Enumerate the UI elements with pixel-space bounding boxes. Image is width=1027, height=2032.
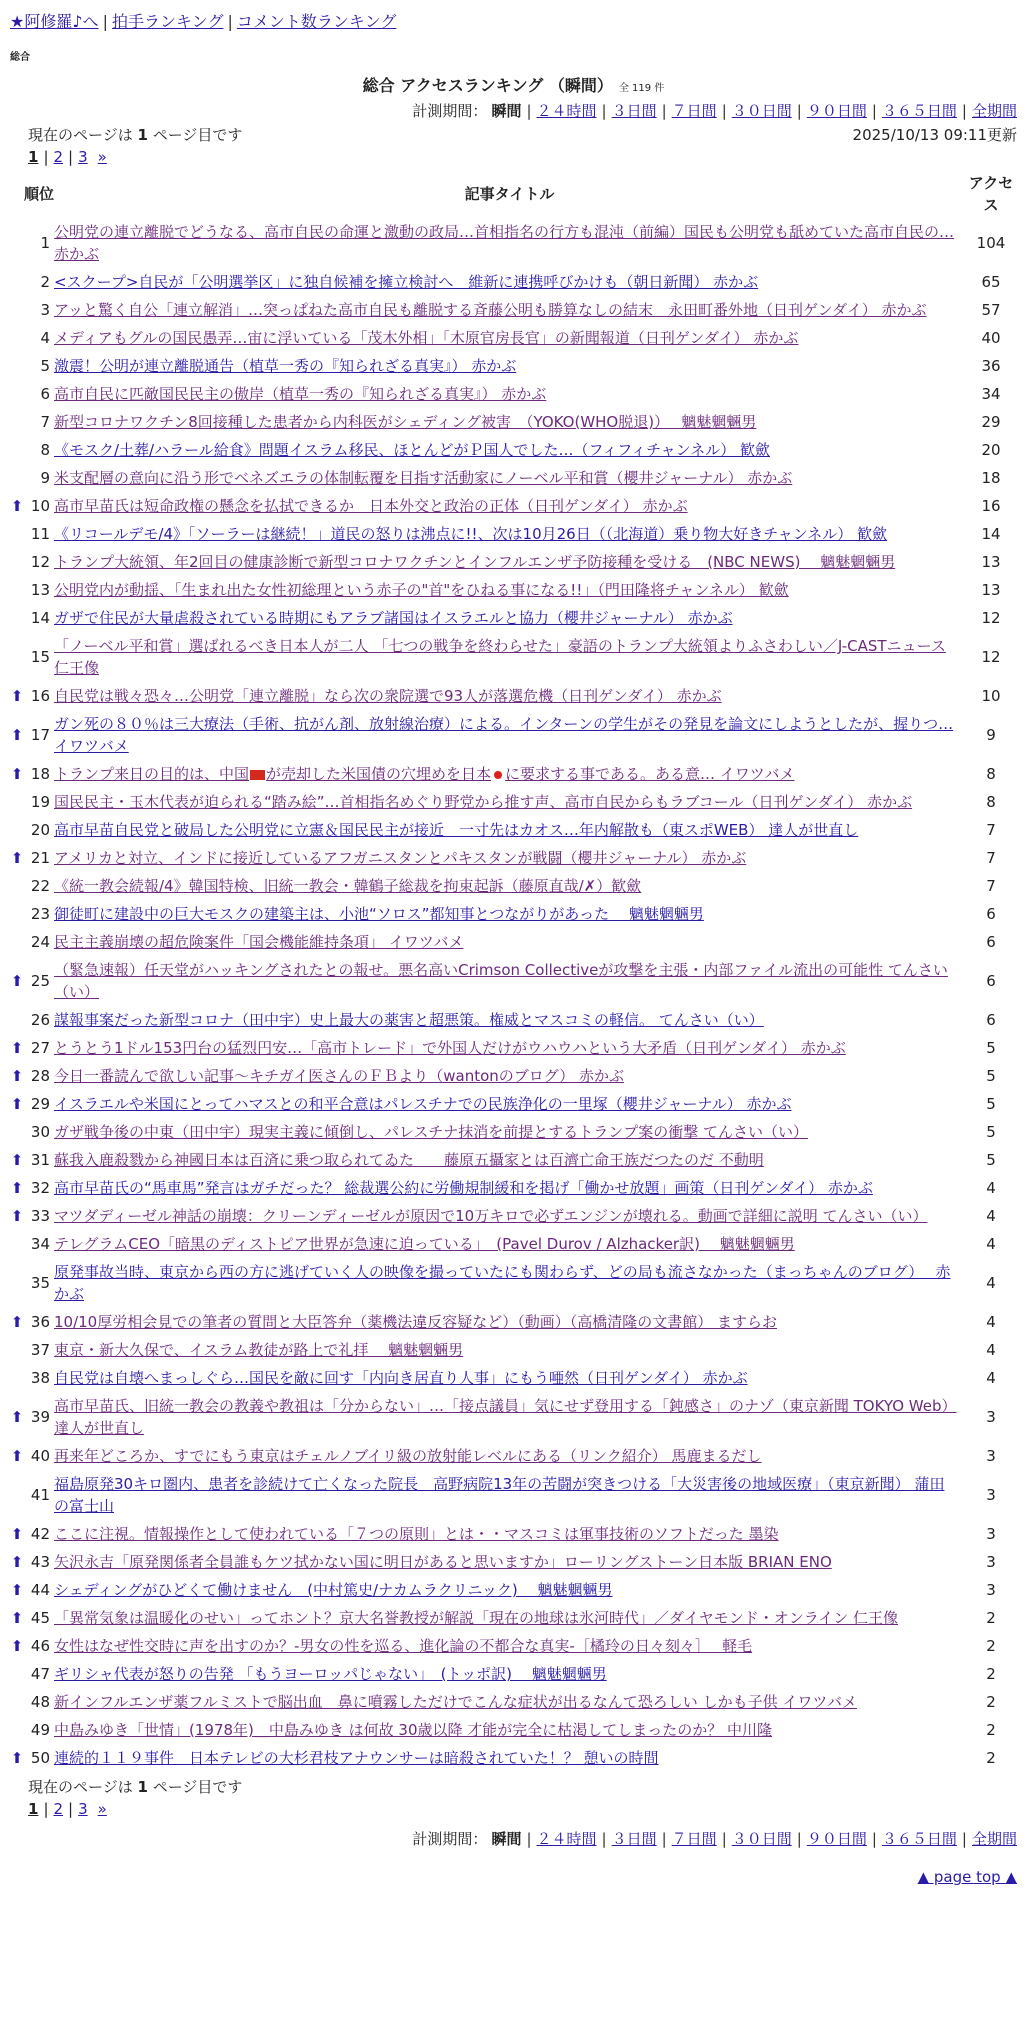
rank-number: 38 bbox=[30, 1369, 50, 1387]
access-count: 4 bbox=[986, 1341, 996, 1359]
table-row bbox=[10, 1146, 1017, 1174]
article-title-link[interactable]: 自民党は戦々恐々…公明党「連立離脱」なら次の衆院選で93人が落選危機（日刊ゲンダイ） 赤かぶ bbox=[54, 687, 722, 705]
applause-ranking-link[interactable]: 拍手ランキング bbox=[111, 12, 224, 31]
rank-number: 49 bbox=[30, 1721, 50, 1739]
rank-up-arrow-icon: ⬆ bbox=[10, 497, 24, 515]
table-row bbox=[10, 324, 1017, 352]
access-count: 12 bbox=[981, 609, 1001, 627]
article-title-link[interactable]: 激震！公明が連立離脱通告（植草一秀の『知られざる真実』） 赤かぶ bbox=[54, 357, 517, 375]
table-row bbox=[10, 900, 1017, 928]
rank-number: 15 bbox=[30, 648, 50, 666]
table-header bbox=[10, 170, 1017, 218]
period-90d-link-bottom[interactable]: ９０日間 bbox=[806, 1830, 867, 1848]
table-row bbox=[10, 268, 1017, 296]
article-title-link[interactable]: 御徒町に建設中の巨大モスクの建築主は、小池“ソロス”都知事とつながりがあった 魑魅魍魎男 bbox=[54, 905, 704, 923]
rank-number: 50 bbox=[30, 1749, 50, 1767]
rank-number: 27 bbox=[30, 1039, 50, 1057]
rank-up-arrow-icon: ⬆ bbox=[10, 1637, 24, 1655]
page-top-link[interactable]: ▲ page top ▲ bbox=[917, 1868, 1017, 1886]
rank-up-arrow-icon: ⬆ bbox=[10, 1447, 24, 1465]
table-row bbox=[10, 576, 1017, 604]
table-row bbox=[10, 1688, 1017, 1716]
rank-up-arrow-icon: ⬆ bbox=[10, 687, 24, 705]
access-count: 3 bbox=[986, 1408, 996, 1426]
table-row bbox=[10, 464, 1017, 492]
rank-number: 6 bbox=[40, 385, 50, 403]
article-title-link[interactable]: 民主主義崩壊の超危険案件「国会機能維持条項」 イワツバメ bbox=[54, 933, 464, 951]
access-count: 2 bbox=[986, 1721, 996, 1739]
access-count: 13 bbox=[981, 553, 1001, 571]
access-count: 4 bbox=[986, 1179, 996, 1197]
table-row bbox=[10, 710, 1017, 760]
rank-up-arrow-icon: ⬆ bbox=[10, 1151, 24, 1169]
rank-number: 32 bbox=[30, 1179, 50, 1197]
article-title-link[interactable]: 謀報事案だった新型コロナ（田中宇）史上最大の薬害と超悪策。権威とマスコミの軽信。 てんさい（い） bbox=[54, 1011, 764, 1029]
rank-number: 9 bbox=[40, 469, 50, 487]
rank-number: 11 bbox=[30, 525, 50, 543]
rank-up-arrow-icon: ⬆ bbox=[10, 1207, 24, 1225]
period-90d-link[interactable]: ９０日間 bbox=[806, 102, 867, 120]
table-row bbox=[10, 548, 1017, 576]
access-count: 3 bbox=[986, 1525, 996, 1543]
article-title-link[interactable]: 蘇我入鹿殺戮から神國日本は百済に乗つ取られてゐた 藤原五攝家とは百濟亡命王族だつたのだ 不動明 bbox=[54, 1151, 764, 1169]
period-24h-link[interactable]: ２４時間 bbox=[536, 102, 597, 120]
access-count: 9 bbox=[986, 726, 996, 744]
rank-up-arrow-icon: ⬆ bbox=[10, 1749, 24, 1767]
access-count: 2 bbox=[986, 1749, 996, 1767]
rank-number: 47 bbox=[30, 1665, 50, 1683]
rank-up-arrow-icon: ⬆ bbox=[10, 1039, 24, 1057]
table-row bbox=[10, 1744, 1017, 1772]
rank-number: 4 bbox=[40, 329, 50, 347]
article-title-link[interactable]: イスラエルや米国にとってハマスとの和平合意はパレスチナでの民族浄化の一里塚（櫻井ジャーナル） 赤かぶ bbox=[54, 1095, 792, 1113]
rank-number: 17 bbox=[30, 726, 50, 744]
article-title-link[interactable]: メディアもグルの国民愚弄…宙に浮いている「茂木外相」「木原官房長官」の新聞報道（日刊ゲンダイ） 赤かぶ bbox=[54, 329, 799, 347]
table-row bbox=[10, 1632, 1017, 1660]
article-title-link[interactable]: 10/10厚労相会見での筆者の質問と大臣答弁（薬機法違反容疑など）（動画）（高橋清隆の文書館） ますらお bbox=[54, 1313, 778, 1331]
title-header: 記事タイトル bbox=[464, 185, 555, 203]
rank-number: 44 bbox=[30, 1581, 50, 1599]
rank-number: 8 bbox=[40, 441, 50, 459]
rank-up-arrow-icon: ⬆ bbox=[10, 1553, 24, 1571]
rank-number: 29 bbox=[30, 1095, 50, 1113]
rank-header: 順位 bbox=[24, 185, 55, 203]
rank-number: 22 bbox=[30, 877, 50, 895]
comment-ranking-link[interactable]: コメント数ランキング bbox=[236, 12, 397, 31]
table-row bbox=[10, 1364, 1017, 1392]
article-title-link[interactable]: ここに注視。情報操作として使われている「７つの原則」とは・・マスコミは軍事技術のソフトだった 墨染 bbox=[54, 1525, 779, 1543]
table-row bbox=[10, 1576, 1017, 1604]
article-title-link[interactable]: 自民党は自壊へまっしぐら…国民を敵に回す「内向き居直り人事」にもう唖然（日刊ゲンダイ） 赤かぶ bbox=[54, 1369, 748, 1387]
table-row bbox=[10, 1062, 1017, 1090]
table-row bbox=[10, 1258, 1017, 1308]
access-count: 12 bbox=[981, 648, 1001, 666]
table-row bbox=[10, 788, 1017, 816]
table-row bbox=[10, 844, 1017, 872]
rank-number: 10 bbox=[30, 497, 50, 515]
rank-number: 42 bbox=[30, 1525, 50, 1543]
rank-number: 46 bbox=[30, 1637, 50, 1655]
article-title-link[interactable]: とうとう1ドル153円台の猛烈円安…「高市トレード」で外国人だけがウハウハという大矛盾（日刊ゲンダイ） 赤かぶ bbox=[54, 1039, 846, 1057]
pager-next[interactable]: » bbox=[97, 148, 107, 166]
access-count: 5 bbox=[986, 1067, 996, 1085]
period-selector-bottom: 計測期間： 瞬間 | ２４時間 | ３日間 | ７日間 | ３０日間 | ９０日間 | ３６５日間 | 全期間 bbox=[412, 1830, 1017, 1848]
rank-up-arrow-icon: ⬆ bbox=[10, 1095, 24, 1113]
top-links: ★阿修羅♪へ | 拍手ランキング | コメント数ランキング bbox=[10, 12, 397, 31]
rank-number: 31 bbox=[30, 1151, 50, 1169]
article-title-link[interactable]: ガン死の８０％は三大療法（手術、抗がん剤、放射線治療）による。インターンの学生がその発見を論文にしようとしたが、握りつ… イワツバメ bbox=[54, 715, 954, 755]
access-count: 29 bbox=[981, 413, 1001, 431]
pager-page-1-bottom: 1 bbox=[28, 1800, 39, 1818]
pager-page-2[interactable]: 2 bbox=[53, 148, 64, 166]
access-count: 13 bbox=[981, 581, 1001, 599]
article-title-link[interactable]: 新インフルエンザ薬フルミストで脳出血 鼻に噴霧しただけでこんな症状が出るなんて恐ろしい しかも子供 イワツバメ bbox=[54, 1693, 858, 1711]
table-row bbox=[10, 1174, 1017, 1202]
access-count: 6 bbox=[986, 905, 996, 923]
access-count: 7 bbox=[986, 821, 996, 839]
access-count: 2 bbox=[986, 1665, 996, 1683]
article-title-link[interactable]: 《統一教会続報/4》韓国特検、旧統一教会・韓鶴子総裁を拘束起訴（藤原直哉/✗）歓歛 bbox=[54, 877, 642, 895]
pager-page-3[interactable]: 3 bbox=[78, 148, 88, 166]
access-count: 40 bbox=[981, 329, 1001, 347]
pager-bottom: 1 | 2 | 3 » bbox=[28, 1800, 107, 1818]
rank-number: 20 bbox=[30, 821, 50, 839]
rank-number: 1 bbox=[40, 234, 50, 252]
access-count: 4 bbox=[986, 1207, 996, 1225]
article-title-link[interactable]: 「異常気象は温暖化のせい」ってホント？京大名誉教授が解説「現在の地球は氷河時代」／ダイヤモンド・オンライン 仁王像 bbox=[54, 1609, 899, 1627]
article-title-link[interactable]: 原発事故当時、東京から西の方に逃げていく人の映像を撮っていたにも関わらず、どの局も流さなかった（まっちゃんのブログ） 赤かぶ bbox=[54, 1263, 951, 1303]
table-row bbox=[10, 632, 1017, 682]
rank-number: 19 bbox=[30, 793, 50, 811]
rank-number: 23 bbox=[30, 905, 50, 923]
table-row bbox=[10, 520, 1017, 548]
article-title-link[interactable]: テレグラムCEO「暗黒のディストピア世界が急速に迫っている」 (Pavel Durov / Alzhacker訳) 魑魅魍魎男 bbox=[54, 1235, 795, 1253]
period-all-link[interactable]: 全期間 bbox=[971, 102, 1017, 120]
table-row bbox=[10, 1336, 1017, 1364]
table-row bbox=[10, 872, 1017, 900]
rank-number: 43 bbox=[30, 1553, 50, 1571]
access-header: アクセス bbox=[968, 174, 1014, 214]
pager-top: 1 | 2 | 3 » bbox=[28, 148, 107, 166]
article-title-link[interactable]: ガザ戦争後の中東（田中宇）現実主義に傾倒し、パレスチナ抹消を前提とするトランプ案の衝撃 てんさい（い） bbox=[54, 1123, 809, 1141]
japan-flag-icon bbox=[494, 771, 502, 779]
table-row bbox=[10, 1090, 1017, 1118]
rank-up-arrow-icon: ⬆ bbox=[10, 972, 24, 990]
rank-number: 36 bbox=[30, 1313, 50, 1331]
table-row bbox=[10, 1520, 1017, 1548]
rank-number: 21 bbox=[30, 849, 50, 867]
access-count: 6 bbox=[986, 933, 996, 951]
updated-time: 2025/10/13 09:11更新 bbox=[852, 126, 1017, 144]
article-title-link[interactable]: 高市早苗自民党と破局した公明党に立憲＆国民民主が接近 一寸先はカオス…年内解散も（東スポWEB） 達人が世直し bbox=[54, 821, 859, 839]
period-7d-link[interactable]: ７日間 bbox=[671, 102, 717, 120]
access-count: 4 bbox=[986, 1313, 996, 1331]
rank-number: 13 bbox=[30, 581, 50, 599]
article-title-link[interactable]: 《リコールデモ/4》「ソーラーは継続！」道民の怒りは沸点に!!、次は10月26日（（北海道）乗り物大好きチャンネル） 歓歛 bbox=[54, 525, 888, 543]
period-label: 計測期間： bbox=[412, 102, 488, 120]
rank-up-arrow-icon: ⬆ bbox=[10, 765, 24, 783]
table-row bbox=[10, 1230, 1017, 1258]
table-row bbox=[10, 760, 1017, 788]
access-count: 2 bbox=[986, 1693, 996, 1711]
asyura-home-link[interactable]: ★阿修羅♪へ bbox=[10, 12, 99, 31]
rank-number: 35 bbox=[30, 1274, 50, 1292]
article-title-link[interactable]: 高市早苗氏は短命政権の懸念を払拭できるか 日本外交と政治の正体（日刊ゲンダイ） 赤かぶ bbox=[54, 497, 688, 515]
table-row bbox=[10, 1660, 1017, 1688]
pager-page-1: 1 bbox=[28, 148, 39, 166]
access-count: 6 bbox=[986, 972, 996, 990]
table-row bbox=[10, 1470, 1017, 1520]
article-title-link[interactable]: 新型コロナワクチン8回接種した患者から内科医がシェディング被害 （YOKO(WHO脱退)） 魑魅魍魎男 bbox=[54, 413, 757, 431]
total-count: 全 119 件 bbox=[618, 83, 665, 94]
rank-up-arrow-icon: ⬆ bbox=[10, 849, 24, 867]
article-title-link[interactable]: 米支配層の意向に沿う形でベネズエラの体制転覆を目指す活動家にノーベル平和賞（櫻井ジャーナル） 赤かぶ bbox=[54, 469, 793, 487]
ranking-table bbox=[10, 170, 1017, 1772]
access-count: 10 bbox=[981, 687, 1001, 705]
article-title-link[interactable]: 再来年どころか、すでにもう東京はチェルノブイリ級の放射能レベルにある（リンク紹介） 馬鹿まるだし bbox=[54, 1447, 762, 1465]
period-24h-link-bottom[interactable]: ２４時間 bbox=[536, 1830, 597, 1848]
article-title-link[interactable]: 高市早苗氏、旧統一教会の教義や教祖は「分からない」…「接点議員」気にせず登用する「鈍感さ」のナゾ（東京新聞 TOKYO Web） 達人が世直し bbox=[54, 1397, 957, 1437]
rank-number: 18 bbox=[30, 765, 50, 783]
current-page-info: 現在のページは 1 ページ目です bbox=[28, 126, 243, 144]
rank-number: 2 bbox=[40, 273, 50, 291]
article-title-link[interactable]: （緊急速報）任天堂がハッキングされたとの報せ。悪名高いCrimson Collectiveが攻撃を主張・内部ファイル流出の可能性 てんさい（い） bbox=[54, 961, 948, 1001]
article-title-link[interactable]: 中島みゆき「世情」(1978年)＿中島みゆき は何故 30歳以降 才能が完全に枯渇してしまったのか？ 中川隆 bbox=[54, 1721, 773, 1739]
table-row bbox=[10, 682, 1017, 710]
access-count: 16 bbox=[981, 497, 1001, 515]
period-30d-link-bottom[interactable]: ３０日間 bbox=[731, 1830, 792, 1848]
rank-up-arrow-icon: ⬆ bbox=[10, 1179, 24, 1197]
access-count: 2 bbox=[986, 1609, 996, 1627]
rank-number: 26 bbox=[30, 1011, 50, 1029]
article-title-link[interactable]: 今日一番読んで欲しい記事〜キチガイ医さんのＦＢより（wantonのブログ） 赤かぶ bbox=[54, 1067, 625, 1085]
article-title-link[interactable]: 公明党内が動揺、「生まれ出た女性初総理という赤子の"首"をひねる事になる!!」（門田隆将チャンネル） 歓歛 bbox=[54, 581, 789, 599]
table-row bbox=[10, 816, 1017, 844]
access-count: 4 bbox=[986, 1274, 996, 1292]
rank-up-arrow-icon: ⬆ bbox=[10, 1525, 24, 1543]
rank-number: 24 bbox=[30, 933, 50, 951]
rank-up-arrow-icon: ⬆ bbox=[10, 1609, 24, 1627]
rank-up-arrow-icon: ⬆ bbox=[10, 1408, 24, 1426]
china-flag-icon bbox=[250, 770, 265, 780]
article-title-link[interactable]: 東京・新大久保で、イスラム教徒が路上で礼拝 魑魅魍魎男 bbox=[54, 1341, 464, 1359]
table-row bbox=[10, 352, 1017, 380]
article-title-link[interactable]: マツダディーゼル神話の崩壊：クリーンディーゼルが原因で10万キロで必ずエンジンが壊れる。動画で詳細に説明 てんさい（い） bbox=[54, 1207, 928, 1225]
rank-number: 34 bbox=[30, 1235, 50, 1253]
info-bar-bottom bbox=[28, 1776, 1017, 1798]
article-title-link[interactable]: ガザで住民が大量虐殺されている時期にもアラブ諸国はイスラエルと協力（櫻井ジャーナル） 赤かぶ bbox=[54, 609, 733, 627]
access-count: 7 bbox=[986, 877, 996, 895]
article-title-link[interactable]: トランプ大統領、年2回目の健康診断で新型コロナワクチンとインフルエンザ予防接種を受ける (NBC NEWS) 魑魅魍魎男 bbox=[54, 553, 896, 571]
period-3d-link-bottom[interactable]: ３日間 bbox=[611, 1830, 657, 1848]
article-title-link[interactable]: 福島原発30キロ圏内、患者を診続けて亡くなった院長 高野病院13年の苦闘が突きつける「大災害後の地域医療」（東京新聞） 蒲田の富士山 bbox=[54, 1475, 945, 1515]
rank-number: 33 bbox=[30, 1207, 50, 1225]
table-row bbox=[10, 408, 1017, 436]
info-bar bbox=[28, 124, 1017, 146]
access-count: 3 bbox=[986, 1553, 996, 1571]
access-count: 3 bbox=[986, 1447, 996, 1465]
article-title-link[interactable]: 《モスク/土葬/ハラール給食》問題イスラム移民、ほとんどがＰ国人でした…（フィフィチャンネル） 歓歛 bbox=[54, 441, 770, 459]
table-row bbox=[10, 1118, 1017, 1146]
period-3d-link[interactable]: ３日間 bbox=[611, 102, 657, 120]
access-count: 36 bbox=[981, 357, 1001, 375]
rank-up-arrow-icon: ⬆ bbox=[10, 1313, 24, 1331]
rank-number: 40 bbox=[30, 1447, 50, 1465]
rank-number: 30 bbox=[30, 1123, 50, 1141]
article-title-link[interactable]: アッと驚く自公「連立解消」…突っぱねた高市自民も離脱する斉藤公明も勝算なしの結末 永田町番外地（日刊ゲンダイ） 赤かぶ bbox=[54, 301, 927, 319]
rank-number: 14 bbox=[30, 609, 50, 627]
access-count: 3 bbox=[986, 1486, 996, 1504]
rank-up-arrow-icon: ⬆ bbox=[10, 726, 24, 744]
rank-number: 3 bbox=[40, 301, 50, 319]
period-365d-link[interactable]: ３６５日間 bbox=[881, 102, 957, 120]
table-row bbox=[10, 218, 1017, 268]
access-count: 4 bbox=[986, 1235, 996, 1253]
rank-number: 37 bbox=[30, 1341, 50, 1359]
article-title-link[interactable]: 連続的１１９事件 日本テレビの大杉君枝アナウンサーは暗殺されていた！？ 憩いの時間 bbox=[54, 1749, 659, 1767]
period-all-link-bottom[interactable]: 全期間 bbox=[971, 1830, 1017, 1848]
rank-up-arrow-icon: ⬆ bbox=[10, 1581, 24, 1599]
access-count: 20 bbox=[981, 441, 1001, 459]
access-count: 14 bbox=[981, 525, 1001, 543]
access-count: 3 bbox=[986, 1581, 996, 1599]
access-count: 5 bbox=[986, 1123, 996, 1141]
rank-number: 5 bbox=[40, 357, 50, 375]
period-current: 瞬間 bbox=[491, 102, 522, 120]
rank-number: 12 bbox=[30, 553, 50, 571]
table-row bbox=[10, 1442, 1017, 1470]
access-count: 65 bbox=[981, 273, 1001, 291]
access-count: 2 bbox=[986, 1637, 996, 1655]
genre-label: 総合 bbox=[10, 52, 30, 63]
rank-number: 39 bbox=[30, 1408, 50, 1426]
access-count: 5 bbox=[986, 1095, 996, 1113]
pager-page-3-bottom[interactable]: 3 bbox=[78, 1800, 88, 1818]
article-title-link[interactable]: 女性はなぜ性交時に声を出すのか？-男女の性を巡る、進化論の不都合な真実-［橘玲の日々刻々］ 軽毛 bbox=[54, 1637, 753, 1655]
access-count: 8 bbox=[986, 793, 996, 811]
rank-number: 7 bbox=[40, 413, 50, 431]
table-row bbox=[10, 1716, 1017, 1744]
article-title-link[interactable]: 公明党の連立離脱でどうなる、高市自民の命運と激動の政局…首相指名の行方も混沌（前編）国民も公明党も舐めていた高市自民の… 赤かぶ bbox=[54, 223, 955, 263]
access-count: 18 bbox=[981, 469, 1001, 487]
table-row bbox=[10, 928, 1017, 956]
pager-next-bottom[interactable]: » bbox=[97, 1800, 107, 1818]
table-row bbox=[10, 1308, 1017, 1336]
article-title-link[interactable]: ギリシャ代表が怒りの告発 「もうヨーロッパじゃない」 (トッポ訳) 魑魅魍魎男 bbox=[54, 1665, 607, 1683]
article-title-link[interactable]: 「ノーベル平和賞」選ばれるべき日本人が二人 「七つの戦争を終わらせた」豪語のトランプ大統領よりふさわしい／J-CASTニュース 仁王像 bbox=[54, 637, 946, 677]
access-count: 104 bbox=[976, 234, 1006, 252]
access-count: 8 bbox=[986, 765, 996, 783]
access-count: 34 bbox=[981, 385, 1001, 403]
period-365d-link-bottom[interactable]: ３６５日間 bbox=[881, 1830, 957, 1848]
access-count: 6 bbox=[986, 1011, 996, 1029]
page-title bbox=[10, 73, 1017, 96]
access-count: 5 bbox=[986, 1151, 996, 1169]
table-row bbox=[10, 436, 1017, 464]
table-row bbox=[10, 1034, 1017, 1062]
table-row bbox=[10, 1548, 1017, 1576]
table-row bbox=[10, 1604, 1017, 1632]
table-row bbox=[10, 956, 1017, 1006]
rank-up-arrow-icon: ⬆ bbox=[10, 1067, 24, 1085]
rank-number: 48 bbox=[30, 1693, 50, 1711]
rank-number: 25 bbox=[30, 972, 50, 990]
access-count: 5 bbox=[986, 1039, 996, 1057]
rank-number: 45 bbox=[30, 1609, 50, 1627]
article-title-link[interactable]: 矢沢永吉「原発関係者全員誰もケツ拭かない国に明日があると思いますか」ローリングストーン日本版 BRIAN ENO bbox=[54, 1553, 832, 1571]
current-page-info-bottom: 現在のページは 1 ページ目です bbox=[28, 1778, 243, 1796]
table-row bbox=[10, 296, 1017, 324]
table-row bbox=[10, 1006, 1017, 1034]
rank-number: 41 bbox=[30, 1486, 50, 1504]
rank-number: 16 bbox=[30, 687, 50, 705]
page-title-text: 総合 アクセスランキング （瞬間） bbox=[362, 76, 613, 95]
access-count: 4 bbox=[986, 1369, 996, 1387]
article-title-link[interactable]: <スクープ>自民が「公明選挙区」に独自候補を擁立検討へ 維新に連携呼びかけも（朝日新聞） 赤かぶ bbox=[54, 273, 759, 291]
period-30d-link[interactable]: ３０日間 bbox=[731, 102, 792, 120]
table-row bbox=[10, 604, 1017, 632]
article-title-link[interactable]: アメリカと対立、インドに接近しているアフガニスタンとパキスタンが戦闘（櫻井ジャーナル） 赤かぶ bbox=[54, 849, 747, 867]
table-row bbox=[10, 492, 1017, 520]
table-row bbox=[10, 1202, 1017, 1230]
table-row bbox=[10, 1392, 1017, 1442]
article-title-link[interactable]: 高市自民に匹敵国民民主の傲岸（植草一秀の『知られざる真実』） 赤かぶ bbox=[54, 385, 547, 403]
pager-page-2-bottom[interactable]: 2 bbox=[53, 1800, 64, 1818]
article-title-link[interactable]: 高市早苗氏の“馬車馬”発言はガチだった？ 総裁選公約に労働規制緩和を掲げ「働かせ放題」画策（日刊ゲンダイ） 赤かぶ bbox=[54, 1179, 873, 1197]
access-count: 7 bbox=[986, 849, 996, 867]
page-top-container bbox=[10, 1868, 1017, 1886]
period-7d-link-bottom[interactable]: ７日間 bbox=[671, 1830, 717, 1848]
article-title-link[interactable]: 国民民主・玉木代表が迫られる“踏み絵”…首相指名めぐり野党から推す声、高市自民からもラブコール（日刊ゲンダイ） 赤かぶ bbox=[54, 793, 913, 811]
period-selector-top: 計測期間： 瞬間 | ２４時間 | ３日間 | ７日間 | ３０日間 | ９０日間 | ３６５日間 | 全期間 bbox=[412, 102, 1017, 120]
rank-number: 28 bbox=[30, 1067, 50, 1085]
article-title-link[interactable]: シェディングがひどくて働けません (中村篤史/ナカムラクリニック) 魑魅魍魎男 bbox=[54, 1581, 613, 1599]
article-title-link[interactable]: トランプ来日の目的は、中国 が売却した米国債の穴埋めを日本 に要求する事である。ある意… イワツバメ bbox=[54, 765, 795, 783]
access-count: 57 bbox=[981, 301, 1001, 319]
table-row bbox=[10, 380, 1017, 408]
